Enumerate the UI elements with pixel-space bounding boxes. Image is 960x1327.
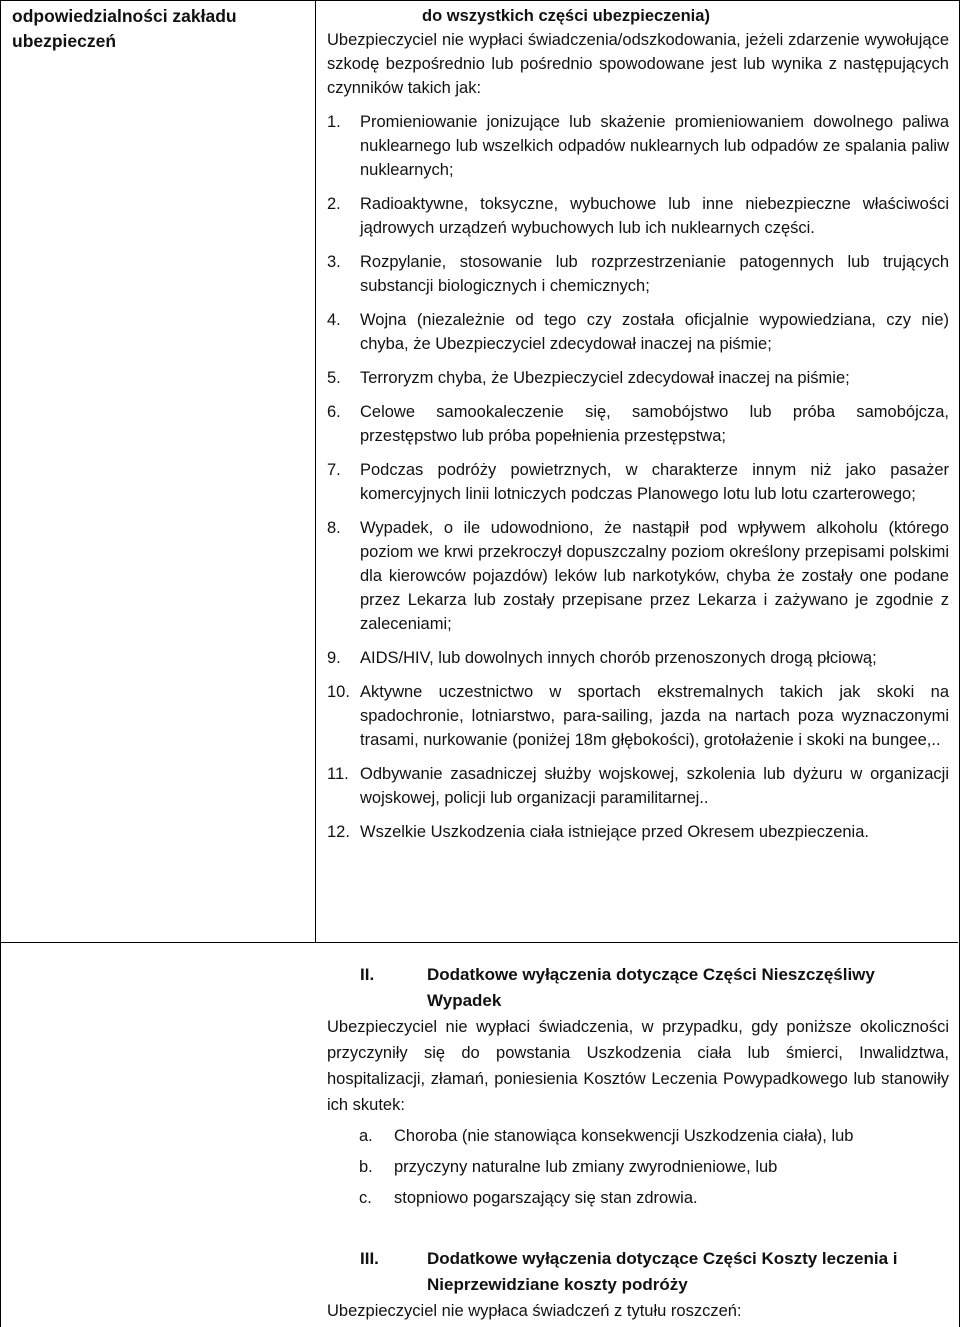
list-item-number: 1. [327, 113, 341, 131]
list-item [327, 400, 949, 448]
section-2-text: Ubezpieczyciel nie wypłaci świadczenia, w przypadku, gdy poniższe okoliczności przyczyniły się do powstania Uszkodzenia ciała lub śmierci, Inwalidztwa, hospitalizacji, złamań, poniesienia Kosztów Leczenia Powypadkowego lub stanowiły ich skutek: [327, 1018, 949, 1114]
list-item-text: Wypadek, o ile udowodniono, że nastąpił pod wpływem alkoholu (którego poziom we krwi przekroczył dopuszczalny poziom określony przepisami polskimi dla kierowców pojazdów) leków lub narkotyków, chyba że zostały one podane przez Lekarza lub zostały przepisane przez Lekarza i zażywano je zgodnie z zaleceniami; [360, 519, 949, 633]
column-divider [315, 0, 316, 942]
list-item-text: stopniowo pogarszający się stan zdrowia. [394, 1189, 698, 1207]
section-3-number: III. [360, 1249, 379, 1268]
section-2-title: Dodatkowe wyłączenia dotyczące Części Nieszczęśliwy Wypadek [427, 965, 875, 1010]
section-2-heading [327, 962, 949, 1014]
exclusions-list [327, 110, 949, 844]
section-2-list [327, 1123, 949, 1211]
list-item-text: AIDS/HIV, lub dowolnych innych chorób przenoszonych drogą płciową; [360, 649, 877, 667]
list-item-number: 6. [327, 403, 341, 421]
list-item-letter: b. [359, 1158, 373, 1176]
section-3-text: Ubezpieczyciel nie wypłaca świadczeń z tytułu roszczeń: [327, 1302, 742, 1320]
list-item [327, 1154, 949, 1180]
list-item-text: Aktywne uczestnictwo w sportach ekstremalnych takich jak skoki na spadochronie, lotniarstwo, para-sailing, jazda na nartach poza wyznaczonymi trasami, nurkowanie (poniżej 18m głębokości), grotołażenie i skoki na bungee,.. [360, 683, 949, 749]
list-item-text: Wszelkie Uszkodzenia ciała istniejące przed Okresem ubezpieczenia. [360, 823, 869, 841]
list-item-text: Rozpylanie, stosowanie lub rozprzestrzenianie patogennych lub trujących substancji biologicznych i chemicznych; [360, 253, 949, 295]
list-item-number: 12. [327, 823, 350, 841]
list-item-text: Terroryzm chyba, że Ubezpieczyciel zdecydował inaczej na piśmie; [360, 369, 850, 387]
list-item [327, 366, 949, 390]
list-item [327, 516, 949, 636]
list-item [327, 820, 949, 844]
list-item-number: 8. [327, 519, 341, 537]
section-3-title: Dodatkowe wyłączenia dotyczące Części Koszty leczenia i Nieprzewidziane koszty podróży [427, 1249, 898, 1294]
list-item-text: przyczyny naturalne lub zmiany zwyrodnieniowe, lub [394, 1158, 778, 1176]
section-3-heading [327, 1246, 949, 1298]
intro-heading: do wszystkich części ubezpieczenia) [422, 7, 710, 25]
row-divider [0, 942, 958, 943]
list-item-text: Podczas podróży powietrznych, w charakterze innym niż jako pasażer komercyjnych linii lotniczych podczas Planowego lotu lub lotu czarterowego; [360, 461, 949, 503]
list-item-number: 3. [327, 253, 341, 271]
list-item-number: 10. [327, 683, 350, 701]
list-item-letter: c. [359, 1189, 372, 1207]
list-item [327, 458, 949, 506]
exclusions-content [327, 4, 949, 844]
list-item-text: Promieniowanie jonizujące lub skażenie promieniowaniem dowolnego paliwa nuklearnego lub wszelkich odpadów nuklearnych lub odpadów ze spalania paliw nuklearnych; [360, 113, 949, 179]
list-item [327, 308, 949, 356]
list-item-number: 5. [327, 369, 341, 387]
list-item [327, 192, 949, 240]
list-item-text: Odbywanie zasadniczej służby wojskowej, szkolenia lub dyżuru w organizacji wojskowej, policji lub organizacji paramilitarnej.. [360, 765, 949, 807]
list-item [327, 250, 949, 298]
list-item-number: 11. [327, 765, 349, 783]
intro-text: Ubezpieczyciel nie wypłaci świadczenia/odszkodowania, jeżeli zdarzenie wywołujące szkodę bezpośrednio lub pośrednio spowodowane jest lub wynika z następujących czynników takich jak: [327, 31, 949, 97]
list-item-text: Wojna (niezależnie od tego czy została oficjalnie wypowiedziana, czy nie) chyba, że Ubezpieczyciel zdecydował inaczej na piśmie; [360, 311, 949, 353]
list-item-letter: a. [359, 1127, 373, 1145]
list-item [327, 762, 949, 810]
list-item-text: Celowe samookaleczenie się, samobójstwo lub próba samobójcza, przestępstwo lub próba popełnienia przestępstwa; [360, 403, 949, 445]
list-item [327, 110, 949, 182]
list-item-number: 2. [327, 195, 341, 213]
list-item [327, 646, 949, 670]
list-item [327, 1185, 949, 1211]
section-3 [327, 1246, 949, 1324]
list-item [327, 1123, 949, 1149]
list-item-number: 7. [327, 461, 341, 479]
list-item-text: Radioaktywne, toksyczne, wybuchowe lub inne niebezpieczne właściwości jądrowych urządzeń wybuchowych lub ich nuklearnych części. [360, 195, 949, 237]
list-item-number: 9. [327, 649, 341, 667]
section-2 [327, 962, 949, 1211]
list-item [327, 680, 949, 752]
list-item-number: 4. [327, 311, 341, 329]
row-label: odpowiedzialności zakładu ubezpieczeń [12, 6, 237, 51]
list-item-text: Choroba (nie stanowiąca konsekwencji Uszkodzenia ciała), lub [394, 1127, 854, 1145]
section-2-number: II. [360, 965, 375, 984]
